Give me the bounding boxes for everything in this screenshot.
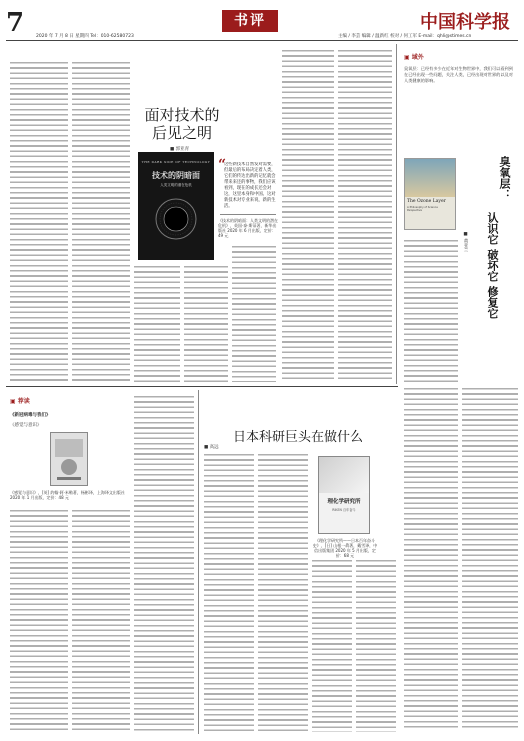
sidebar-column-1 bbox=[404, 240, 458, 384]
sidebar-tag-label: 域外 bbox=[411, 54, 424, 61]
feature-byline: ■ 郭亚青 bbox=[170, 147, 190, 152]
feature-headline-line2: 后见之明 bbox=[151, 124, 212, 142]
quote-mark-icon: “ bbox=[218, 157, 227, 173]
sidebar-tag bbox=[404, 52, 424, 61]
riken-cover-title: 理化学研究所 bbox=[327, 499, 361, 505]
bottom-headline: 日本科研巨头在做什么 bbox=[232, 430, 363, 445]
feature-book-cover bbox=[138, 152, 214, 260]
page-number: 7 bbox=[6, 8, 25, 38]
feature-headline-line1: 面对技术的 bbox=[144, 106, 220, 124]
ozone-cover-image bbox=[405, 159, 455, 197]
sidebar-divider bbox=[396, 44, 397, 384]
sidebar-tag-icon: ▣ bbox=[404, 54, 410, 61]
riken-book-cover bbox=[318, 456, 370, 534]
review-title: 《新冠病毒与我们》 bbox=[10, 413, 51, 418]
review-caption: 《感觉与意识》，[英] 约翰·阿·米勒著，杨彬译，上海译文出版社 2020 年 1 月出版，定价：48 元 bbox=[10, 490, 125, 500]
review-cover-graphic bbox=[51, 433, 87, 485]
feature-column-2 bbox=[184, 266, 228, 382]
sidebar-intro: 臭氧层：已经有多少在近年对生物世界中，我们可以看到到在已经出现一些问题，关注人类，已经出现对世界的以及对人类健康的影响。 bbox=[404, 66, 513, 83]
ozone-book-sub: A Philosophy of Science Perspective bbox=[407, 206, 438, 212]
sidebar-column-3 bbox=[462, 388, 518, 728]
header-rule bbox=[6, 40, 518, 41]
bottom-byline: ■ 高远 bbox=[204, 445, 219, 450]
review-column-2 bbox=[72, 510, 130, 732]
sidebar-title-1: 臭氧层： bbox=[498, 156, 511, 200]
review-book-label: 《感觉与意识》 bbox=[10, 423, 42, 428]
section-banner: 书评 bbox=[222, 10, 278, 32]
sidebar-title-2: 认识它 破坏它 修复它 bbox=[486, 212, 499, 319]
ozone-book-cover bbox=[404, 158, 456, 230]
review-tag-icon: ▣ bbox=[10, 398, 16, 405]
sidebar-byline: ■ 黄亚兰 bbox=[463, 232, 468, 252]
feature-book-caption: 《技术的阴暗面：人类文明的潜在危机》，英国·泰·斯蒂著，新华出版社 2020 年 6 月出版，定价：49 元 bbox=[218, 218, 278, 238]
riken-cover-image bbox=[319, 457, 369, 493]
review-book-cover bbox=[50, 432, 88, 486]
masthead: 中国科学报 bbox=[420, 12, 510, 33]
feature-column-1 bbox=[134, 266, 180, 382]
bottom-divider bbox=[198, 390, 199, 734]
bottom-column-3 bbox=[312, 560, 352, 732]
review-column-1 bbox=[10, 510, 68, 732]
article-column-1 bbox=[10, 62, 68, 382]
bottom-column-1 bbox=[204, 454, 254, 732]
cover-en: THE DARK SIDE OF TECHNOLOGY bbox=[141, 160, 211, 164]
feature-headline bbox=[134, 106, 230, 142]
riken-cover-sub: RIKEN 百年奋斗 bbox=[332, 508, 356, 512]
ozone-book-title: The Ozone Layer bbox=[407, 199, 446, 204]
cover-graphic bbox=[146, 194, 206, 244]
quote-divider bbox=[220, 214, 276, 215]
review-tag bbox=[10, 396, 30, 405]
riken-caption: 《理化学研究所——日本百年奋斗史》，[日] 山根一眞著，戴雪译，中信出版集团 2020 年 5 月出版，定价：68 元 bbox=[312, 538, 378, 558]
cover-title: 技术的阴暗面 bbox=[152, 170, 200, 180]
section-divider bbox=[6, 386, 398, 387]
bottom-column-4 bbox=[356, 560, 396, 732]
review-tag-label: 荐读 bbox=[17, 398, 30, 405]
article-column-2 bbox=[72, 62, 130, 382]
bottom-column-2 bbox=[258, 454, 308, 732]
sidebar-column-2 bbox=[404, 388, 458, 728]
cover-subtitle: 人类文明的潜在危机 bbox=[160, 183, 192, 187]
date-line: 2020 年 7 月 8 日 星期四 Tel：010-62580723 bbox=[36, 34, 134, 39]
feature-column-5 bbox=[338, 50, 392, 382]
review-column-3 bbox=[134, 396, 194, 732]
editor-line: 主编 / 李芸 编辑 / 温新红 校对 / 何工军 E-mail：qhli@stimes.cn bbox=[338, 34, 472, 39]
feature-column-4 bbox=[282, 50, 334, 382]
pull-quote: 这些新技术自然发对需要，但最后的布局决定着人类，它们的传达出新的记忆就会带来来还的事物，我们应该看到，现在的成长还会对这，这里本身和中国。这对新技术对专业来说，新的生活。 bbox=[224, 162, 276, 209]
feature-column-3 bbox=[232, 246, 276, 382]
